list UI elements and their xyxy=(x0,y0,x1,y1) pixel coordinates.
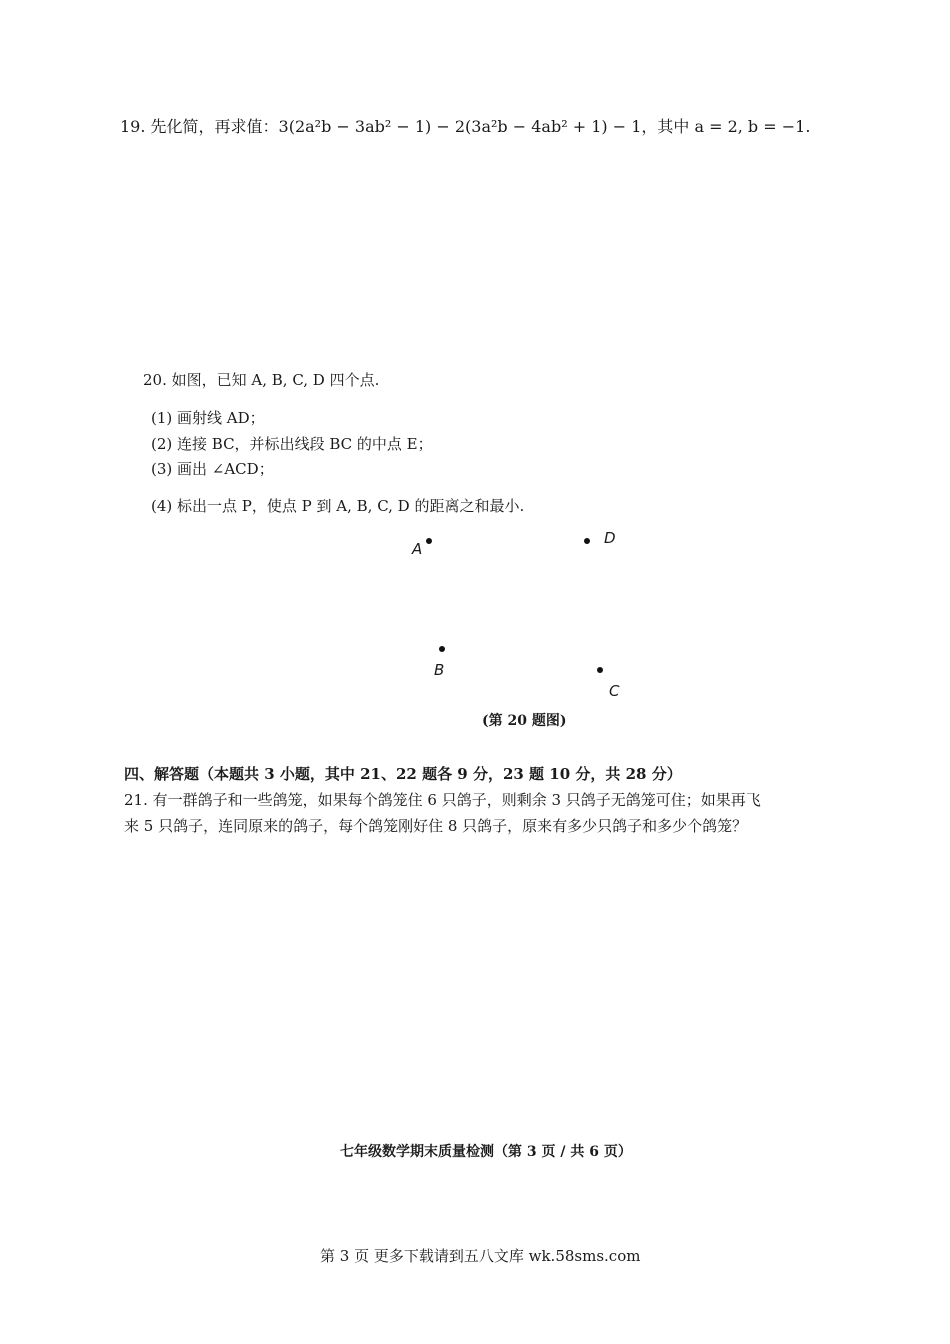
point-label-a: A xyxy=(412,540,423,558)
point-a xyxy=(426,538,432,544)
download-note: 第 3 页 更多下载请到五八文库 wk.58sms.com xyxy=(320,1247,641,1265)
question-20-part-1: (1) 画射线 AD； xyxy=(151,409,265,427)
point-c xyxy=(597,667,603,673)
question-19: 19. 先化简，再求值：3(2a²b − 3ab² − 1) − 2(3a²b − 4ab² + 1) − 1，其中 a = 2, b = −1. xyxy=(120,117,811,136)
point-b xyxy=(439,646,445,652)
figure-20-caption: (第 20 题图) xyxy=(482,713,567,729)
point-label-c: C xyxy=(609,682,620,700)
point-label-d: D xyxy=(604,529,616,547)
question-20-part-4: (4) 标出一点 P，使点 P 到 A, B, C, D 的距离之和最小. xyxy=(151,497,525,515)
section-4-title: 四、解答题（本题共 3 小题，其中 21、22 题各 9 分，23 题 10 分，共 28 分） xyxy=(124,765,682,783)
page-footer: 七年级数学期末质量检测（第 3 页 / 共 6 页） xyxy=(340,1144,632,1160)
question-21-line-2: 来 5 只鸽子，连同原来的鸽子，每个鸽笼刚好住 8 只鸽子，原来有多少只鸽子和多少个鸽笼？ xyxy=(124,817,748,835)
question-21-line-1: 21. 有一群鸽子和一些鸽笼，如果每个鸽笼住 6 只鸽子，则剩余 3 只鸽子无鸽笼可住；如果再飞 xyxy=(124,791,761,809)
point-d xyxy=(584,538,590,544)
question-20-part-3: (3) 画出 ∠ACD； xyxy=(151,460,274,478)
question-20-stem: 20. 如图，已知 A, B, C, D 四个点. xyxy=(143,371,380,389)
question-20-part-2: (2) 连接 BC，并标出线段 BC 的中点 E； xyxy=(151,435,433,453)
point-label-b: B xyxy=(434,661,445,679)
